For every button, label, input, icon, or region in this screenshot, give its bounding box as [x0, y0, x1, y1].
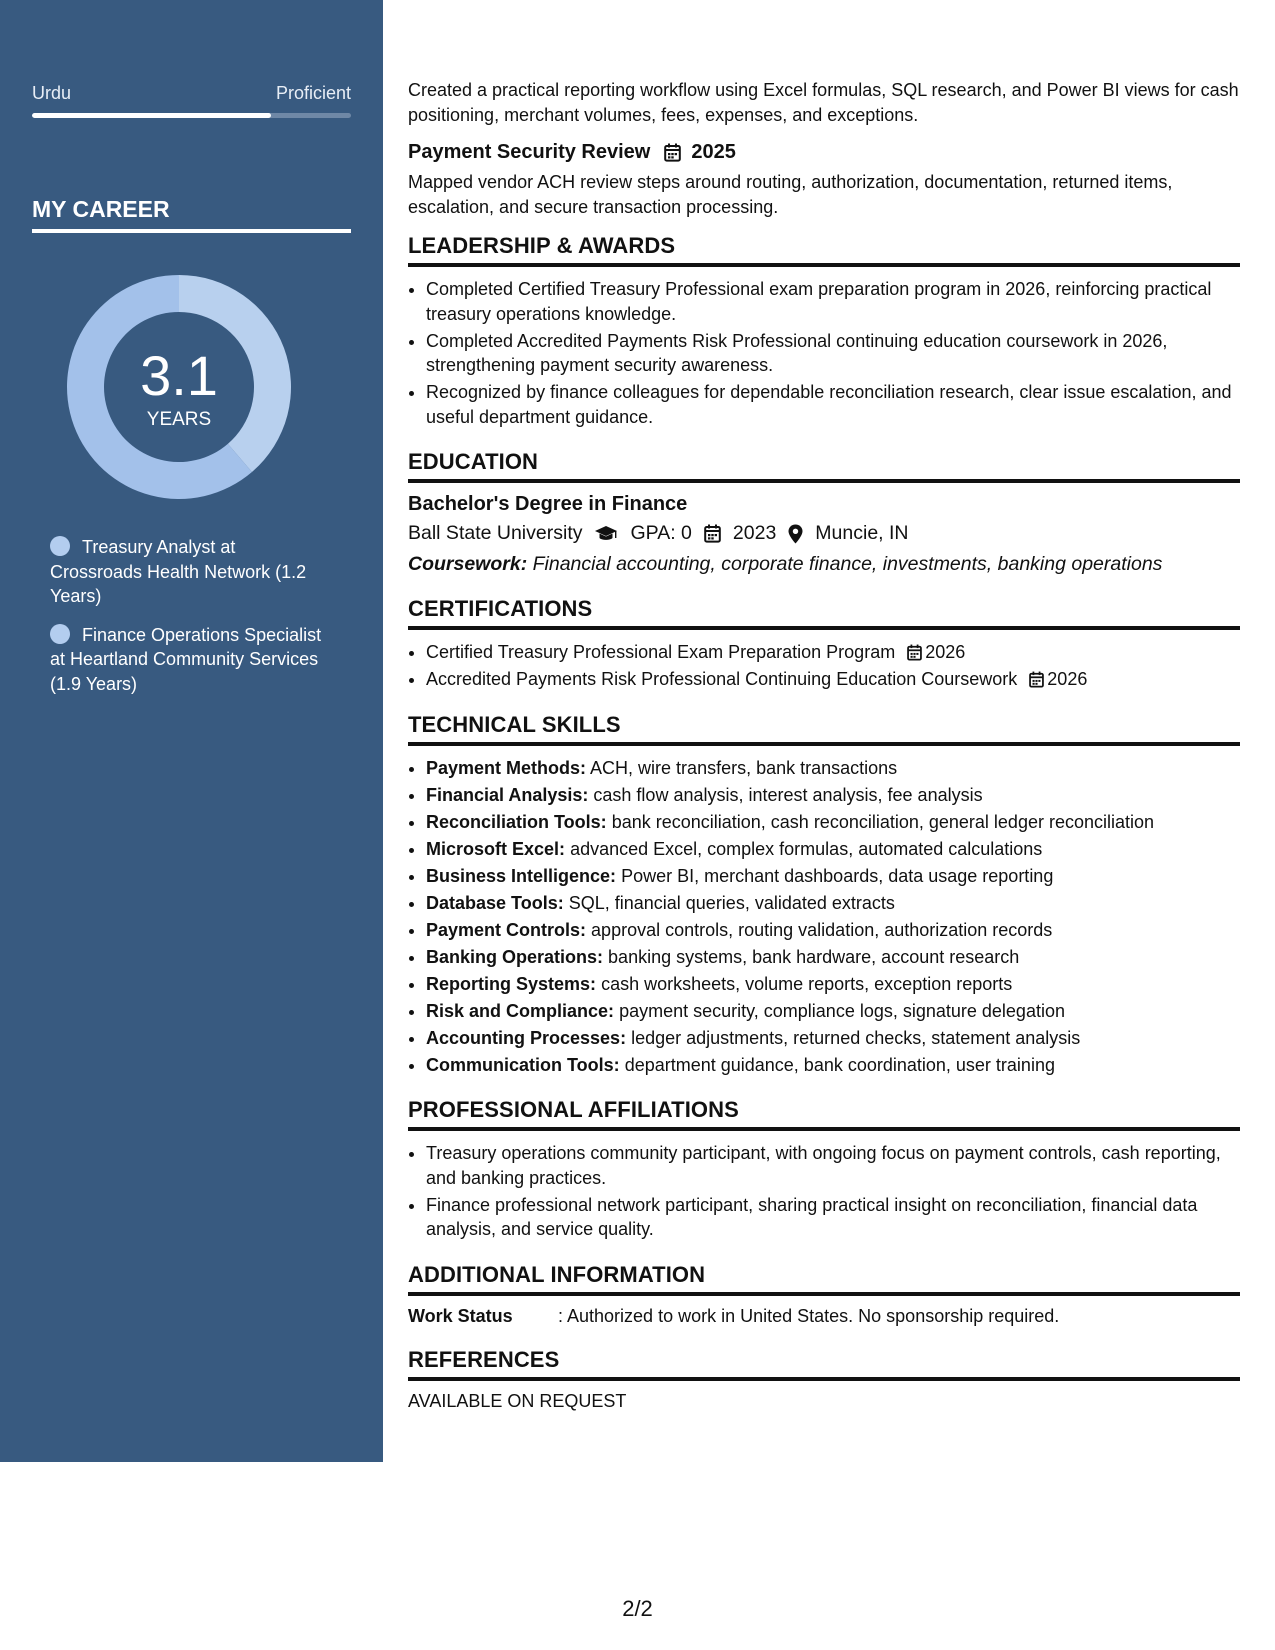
- skill-value: bank reconciliation, cash reconciliation, general ledger reconciliation: [611, 811, 1155, 832]
- education-details: [408, 522, 1240, 545]
- skills-list: [408, 756, 1240, 1078]
- skills-heading: TECHNICAL SKILLS: [408, 712, 1240, 746]
- leadership-heading: LEADERSHIP & AWARDS: [408, 233, 1240, 267]
- references-heading: REFERENCES: [408, 1347, 1240, 1381]
- calendar-icon: [704, 524, 721, 543]
- skill-item: [426, 837, 1240, 862]
- language-name: Urdu: [32, 83, 72, 103]
- education-heading: EDUCATION: [408, 449, 1240, 483]
- skill-value: ACH, wire transfers, bank transactions: [590, 757, 898, 778]
- location-pin-icon: [788, 524, 803, 544]
- sidebar: [0, 0, 383, 1462]
- career-list: [50, 535, 330, 710]
- skill-label: Database Tools:: [426, 892, 564, 913]
- skill-item: [426, 810, 1240, 835]
- certification-item: [426, 667, 1240, 692]
- skill-value: cash flow analysis, interest analysis, fee analysis: [593, 784, 983, 805]
- skill-value: cash worksheets, volume reports, exception reports: [601, 973, 1013, 994]
- education-year: 2023: [732, 522, 777, 544]
- language-proficiency-fill: [32, 113, 271, 118]
- affiliation-item: • Finance professional network participant, sharing practical insight on reconciliation, financial data analysis, and service quality.: [426, 1193, 1240, 1242]
- skill-label: Risk and Compliance:: [426, 1000, 615, 1021]
- leadership-item: • Recognized by finance colleagues for dependable reconciliation research, clear issue escalation, and useful department guidance.: [426, 380, 1240, 429]
- skill-label: Financial Analysis:: [426, 784, 589, 805]
- education-coursework: [408, 553, 1240, 576]
- main-content: [408, 78, 1240, 1412]
- skill-label: Communication Tools:: [426, 1054, 620, 1075]
- skill-label: Reconciliation Tools:: [426, 811, 607, 832]
- education-school: Ball State University: [408, 522, 583, 544]
- project-description: Mapped vendor ACH review steps around routing, authorization, documentation, returned items, escalation, and secure transaction processing.: [408, 172, 1173, 217]
- skill-value: approval controls, routing validation, authorization records: [591, 919, 1053, 940]
- work-status-row: [408, 1306, 1240, 1327]
- language-level: Proficient: [275, 83, 351, 103]
- work-status-value: : Authorized to work in United States. No sponsorship required.: [558, 1305, 1060, 1326]
- career-item-label: Finance Operations Specialist at Heartland Community Services (1.9 Years): [50, 624, 322, 694]
- coursework-text: Financial accounting, corporate finance, investments, banking operations: [532, 553, 1163, 575]
- skill-item: [426, 864, 1240, 889]
- skill-label: Microsoft Excel:: [426, 838, 566, 859]
- skill-item: [426, 999, 1240, 1024]
- affiliations-heading: PROFESSIONAL AFFILIATIONS: [408, 1097, 1240, 1131]
- skill-item: [426, 756, 1240, 781]
- certification-year: 2026: [1047, 669, 1088, 689]
- skill-item: [426, 918, 1240, 943]
- coursework-label: Coursework:: [408, 553, 528, 575]
- leadership-item: • Completed Certified Treasury Professional exam preparation program in 2026, reinforcing practical treasury operations knowledge.: [426, 277, 1240, 326]
- education-location: Muncie, IN: [815, 522, 909, 544]
- skill-item: [426, 972, 1240, 997]
- calendar-icon: [1029, 671, 1044, 688]
- calendar-icon: [664, 143, 681, 162]
- calendar-icon: [907, 644, 922, 661]
- page-number: 2/2: [622, 1596, 653, 1621]
- certification-item: [426, 640, 1240, 665]
- skill-label: Payment Methods:: [426, 757, 587, 778]
- additional-info-heading: ADDITIONAL INFORMATION: [408, 1262, 1240, 1296]
- skill-value: payment security, compliance logs, signature delegation: [619, 1000, 1065, 1021]
- skill-value: SQL, financial queries, validated extracts: [568, 892, 895, 913]
- education-degree: Bachelor's Degree in Finance: [408, 493, 688, 515]
- skill-label: Banking Operations:: [426, 946, 604, 967]
- career-dot-icon: [50, 624, 70, 644]
- certification-year: 2026: [925, 642, 966, 662]
- skill-item: [426, 1026, 1240, 1051]
- affiliations-list: [408, 1141, 1240, 1242]
- career-heading: MY CAREER: [32, 196, 351, 233]
- graduation-cap-icon: [594, 525, 618, 543]
- certification-name: • Certified Treasury Professional Exam Preparation Program: [426, 642, 896, 662]
- intro-paragraph: Created a practical reporting workflow using Excel formulas, SQL research, and Power BI views for cash positioning, merchant volumes, fees, expenses, and exceptions.: [408, 80, 1239, 125]
- project-title: Payment Security Review: [408, 141, 651, 163]
- career-item: [50, 535, 330, 609]
- skill-value: Power BI, merchant dashboards, data usage reporting: [621, 865, 1054, 886]
- skill-value: department guidance, bank coordination, user training: [624, 1054, 1055, 1075]
- career-item-label: Treasury Analyst at Crossroads Health Network (1.2 Years): [50, 537, 307, 606]
- skill-item: [426, 783, 1240, 808]
- leadership-item: • Completed Accredited Payments Risk Professional continuing education coursework in 2026, strengthening payment security awareness.: [426, 329, 1240, 378]
- project-year: 2025: [691, 141, 736, 163]
- skill-label: Reporting Systems:: [426, 973, 597, 994]
- skill-label: Payment Controls:: [426, 919, 587, 940]
- career-total-value: 3.1: [140, 344, 218, 407]
- career-dot-icon: [50, 536, 70, 556]
- skill-item: [426, 1053, 1240, 1078]
- project-title-row: [408, 141, 1240, 164]
- certifications-heading: CERTIFICATIONS: [408, 596, 1240, 630]
- career-total-unit: YEARS: [146, 409, 212, 430]
- skill-item: [426, 891, 1240, 916]
- skill-value: ledger adjustments, returned checks, statement analysis: [631, 1027, 1081, 1048]
- skill-label: Accounting Processes:: [426, 1027, 627, 1048]
- references-text: AVAILABLE ON REQUEST: [408, 1390, 627, 1411]
- career-donut-chart: [66, 274, 292, 500]
- language-proficiency-bar: [32, 113, 351, 118]
- skill-label: Business Intelligence:: [426, 865, 617, 886]
- education-gpa: GPA: 0: [630, 522, 692, 544]
- leadership-list: [408, 277, 1240, 429]
- skill-value: advanced Excel, complex formulas, automated calculations: [570, 838, 1043, 859]
- skill-item: [426, 945, 1240, 970]
- skill-value: banking systems, bank hardware, account research: [608, 946, 1020, 967]
- work-status-label: Work Status: [408, 1305, 513, 1326]
- language-row: [32, 83, 351, 104]
- affiliation-item: • Treasury operations community participant, with ongoing focus on payment controls, cash reporting, and banking practices.: [426, 1141, 1240, 1190]
- career-item: [50, 623, 330, 697]
- certifications-list: [408, 640, 1240, 692]
- certification-name: • Accredited Payments Risk Professional Continuing Education Coursework: [426, 669, 1018, 689]
